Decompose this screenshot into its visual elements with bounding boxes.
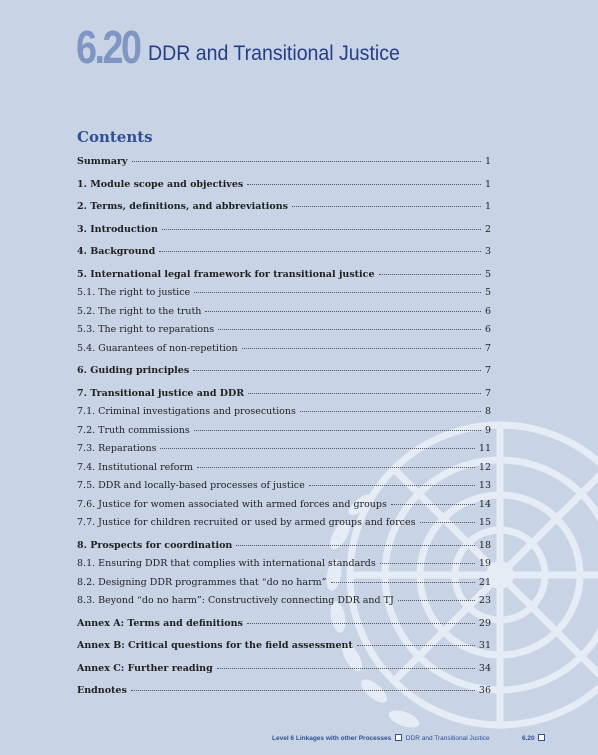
toc-entry[interactable]: [77, 224, 491, 243]
toc-entry-page: 11: [478, 443, 491, 454]
toc-entry-page: 7: [484, 342, 491, 354]
toc-entry[interactable]: [77, 425, 491, 444]
toc-leader-dots: [159, 251, 481, 252]
toc-entry[interactable]: [77, 480, 491, 499]
toc-entry[interactable]: [77, 443, 491, 462]
toc-entry-page: 1: [484, 201, 491, 212]
footer-page-number: [522, 734, 547, 742]
footer-module-title: DDR and Transitional Justice: [405, 735, 490, 742]
toc-entry[interactable]: [77, 595, 491, 614]
toc-entry-label: 7.2. Truth commissions: [77, 424, 190, 436]
toc-leader-dots: [357, 645, 475, 646]
footer-breadcrumb: [272, 734, 490, 742]
toc-leader-dots: [194, 430, 481, 431]
toc-entry-page: 19: [478, 558, 491, 569]
toc-entry[interactable]: [77, 269, 491, 288]
toc-entry-page: 3: [484, 246, 491, 257]
toc-leader-dots: [132, 161, 481, 162]
toc-entry[interactable]: [77, 156, 491, 175]
toc-entry-label: 5.4. Guarantees of non-repetition: [77, 342, 238, 354]
toc-entry-label: 5.3. The right to reparations: [77, 324, 215, 335]
toc-entry[interactable]: [77, 246, 491, 265]
toc-entry[interactable]: [77, 517, 491, 536]
toc-entry-label: 7.1. Criminal investigations and prosecutions: [77, 406, 296, 417]
toc-entry[interactable]: [77, 343, 491, 362]
toc-entry[interactable]: [77, 179, 491, 198]
toc-entry-page: 21: [478, 576, 491, 588]
toc-entry[interactable]: [77, 618, 491, 637]
toc-entry-page: 6: [484, 305, 491, 317]
square-box-icon: [395, 734, 402, 741]
toc-entry-label: Endnotes: [77, 685, 127, 696]
toc-leader-dots: [131, 690, 475, 691]
toc-entry-page: 6: [484, 324, 491, 335]
toc-leader-dots: [218, 329, 481, 330]
toc-entry-page: 18: [478, 539, 491, 551]
footer-section: Linkages with other Processes: [295, 735, 392, 742]
toc-entry-label: 5. International legal framework for transitional justice: [77, 268, 375, 280]
toc-entry-page: 2: [484, 223, 491, 235]
toc-entry-page: 12: [478, 461, 491, 473]
toc-entry[interactable]: [77, 287, 491, 306]
toc-leader-dots: [193, 370, 481, 371]
toc-entry-page: 36: [478, 685, 491, 696]
module-number: 6.20: [76, 21, 140, 73]
toc-leader-dots: [247, 184, 481, 185]
toc-entry-page: 5: [484, 268, 491, 280]
toc-entry-label: Annex C: Further reading: [77, 662, 213, 674]
toc-leader-dots: [236, 545, 475, 546]
toc-entry-label: 7.3. Reparations: [77, 443, 157, 454]
footer-level: Level 6: [272, 735, 295, 742]
square-box-icon: [538, 734, 545, 741]
toc-leader-dots: [420, 522, 475, 523]
toc-leader-dots: [331, 582, 475, 583]
toc-entry-label: 7.6. Justice for women associated with armed forces and groups: [77, 498, 387, 510]
toc-entry[interactable]: [77, 306, 491, 325]
toc-entry-label: Annex B: Critical questions for the field assessment: [77, 640, 353, 651]
toc-entry[interactable]: [77, 577, 491, 596]
toc-leader-dots: [292, 206, 481, 207]
toc-entry[interactable]: [77, 685, 491, 704]
toc-entry-label: Annex A: Terms and definitions: [77, 617, 243, 629]
toc-entry-label: 5.2. The right to the truth: [77, 305, 202, 317]
toc-entry[interactable]: [77, 388, 491, 407]
toc-leader-dots: [379, 274, 481, 275]
toc-entry-page: 34: [478, 662, 491, 674]
toc-leader-dots: [205, 311, 481, 312]
toc-entry-label: 7.5. DDR and locally-based processes of justice: [77, 480, 305, 491]
toc-leader-dots: [398, 600, 475, 601]
toc-entry-label: 7. Transitional justice and DDR: [77, 387, 245, 399]
toc-entry-page: 14: [478, 498, 491, 510]
toc-entry-page: 1: [484, 156, 491, 167]
module-header: [76, 21, 418, 73]
toc-entry-page: 15: [478, 517, 491, 528]
toc-leader-dots: [162, 229, 481, 230]
toc-entry-page: 1: [484, 178, 491, 190]
footer-page-label: 6.20: [522, 735, 535, 742]
toc-leader-dots: [248, 393, 481, 394]
toc-entry-label: Summary: [77, 156, 128, 167]
toc-entry-page: 29: [478, 617, 491, 629]
toc-leader-dots: [247, 623, 475, 624]
toc-entry-label: 8. Prospects for coordination: [77, 539, 233, 551]
toc-entry-label: 6. Guiding principles: [77, 365, 190, 376]
toc-leader-dots: [380, 563, 475, 564]
toc-entry-label: 1. Module scope and objectives: [77, 178, 244, 190]
toc-entry[interactable]: [77, 640, 491, 659]
toc-entry-page: 7: [484, 387, 491, 399]
toc-leader-dots: [217, 668, 475, 669]
toc-entry-page: 7: [484, 365, 491, 376]
toc-entry[interactable]: [77, 499, 491, 518]
toc-entry-label: 2. Terms, definitions, and abbreviations: [77, 201, 288, 212]
toc-entry[interactable]: [77, 324, 491, 343]
toc-entry[interactable]: [77, 365, 491, 384]
toc-entry-page: 23: [478, 595, 491, 606]
toc-entry-page: 9: [484, 424, 491, 436]
toc-entry-page: 31: [478, 640, 491, 651]
table-of-contents: [77, 156, 491, 704]
toc-leader-dots: [197, 467, 475, 468]
toc-entry-label: 3. Introduction: [77, 223, 158, 235]
toc-entry-page: 8: [484, 406, 491, 417]
module-title: DDR and Transitional Justice: [147, 42, 400, 65]
toc-entry-label: 7.7. Justice for children recruited or used by armed groups and forces: [77, 517, 416, 528]
toc-leader-dots: [194, 292, 481, 293]
toc-leader-dots: [309, 485, 475, 486]
toc-leader-dots: [300, 411, 481, 412]
toc-entry[interactable]: [77, 663, 491, 682]
contents-heading: Contents: [77, 128, 153, 146]
toc-entry-page: 13: [478, 480, 491, 491]
toc-entry-label: 8.3. Beyond “do no harm”: Constructively connecting DDR and TJ: [77, 595, 394, 606]
toc-entry[interactable]: [77, 540, 491, 559]
toc-entry-label: 7.4. Institutional reform: [77, 461, 194, 473]
toc-entry[interactable]: [77, 462, 491, 481]
toc-leader-dots: [391, 504, 475, 505]
toc-entry-page: 5: [484, 287, 491, 298]
toc-entry-label: 8.1. Ensuring DDR that complies with international standards: [77, 558, 376, 569]
toc-entry-label: 5.1. The right to justice: [77, 287, 191, 298]
toc-entry-label: 4. Background: [77, 246, 156, 257]
toc-leader-dots: [160, 448, 474, 449]
toc-leader-dots: [242, 348, 481, 349]
toc-entry[interactable]: [77, 201, 491, 220]
toc-entry-label: 8.2. Designing DDR programmes that “do no harm”: [77, 576, 327, 588]
toc-entry[interactable]: [77, 406, 491, 425]
toc-entry[interactable]: [77, 558, 491, 577]
